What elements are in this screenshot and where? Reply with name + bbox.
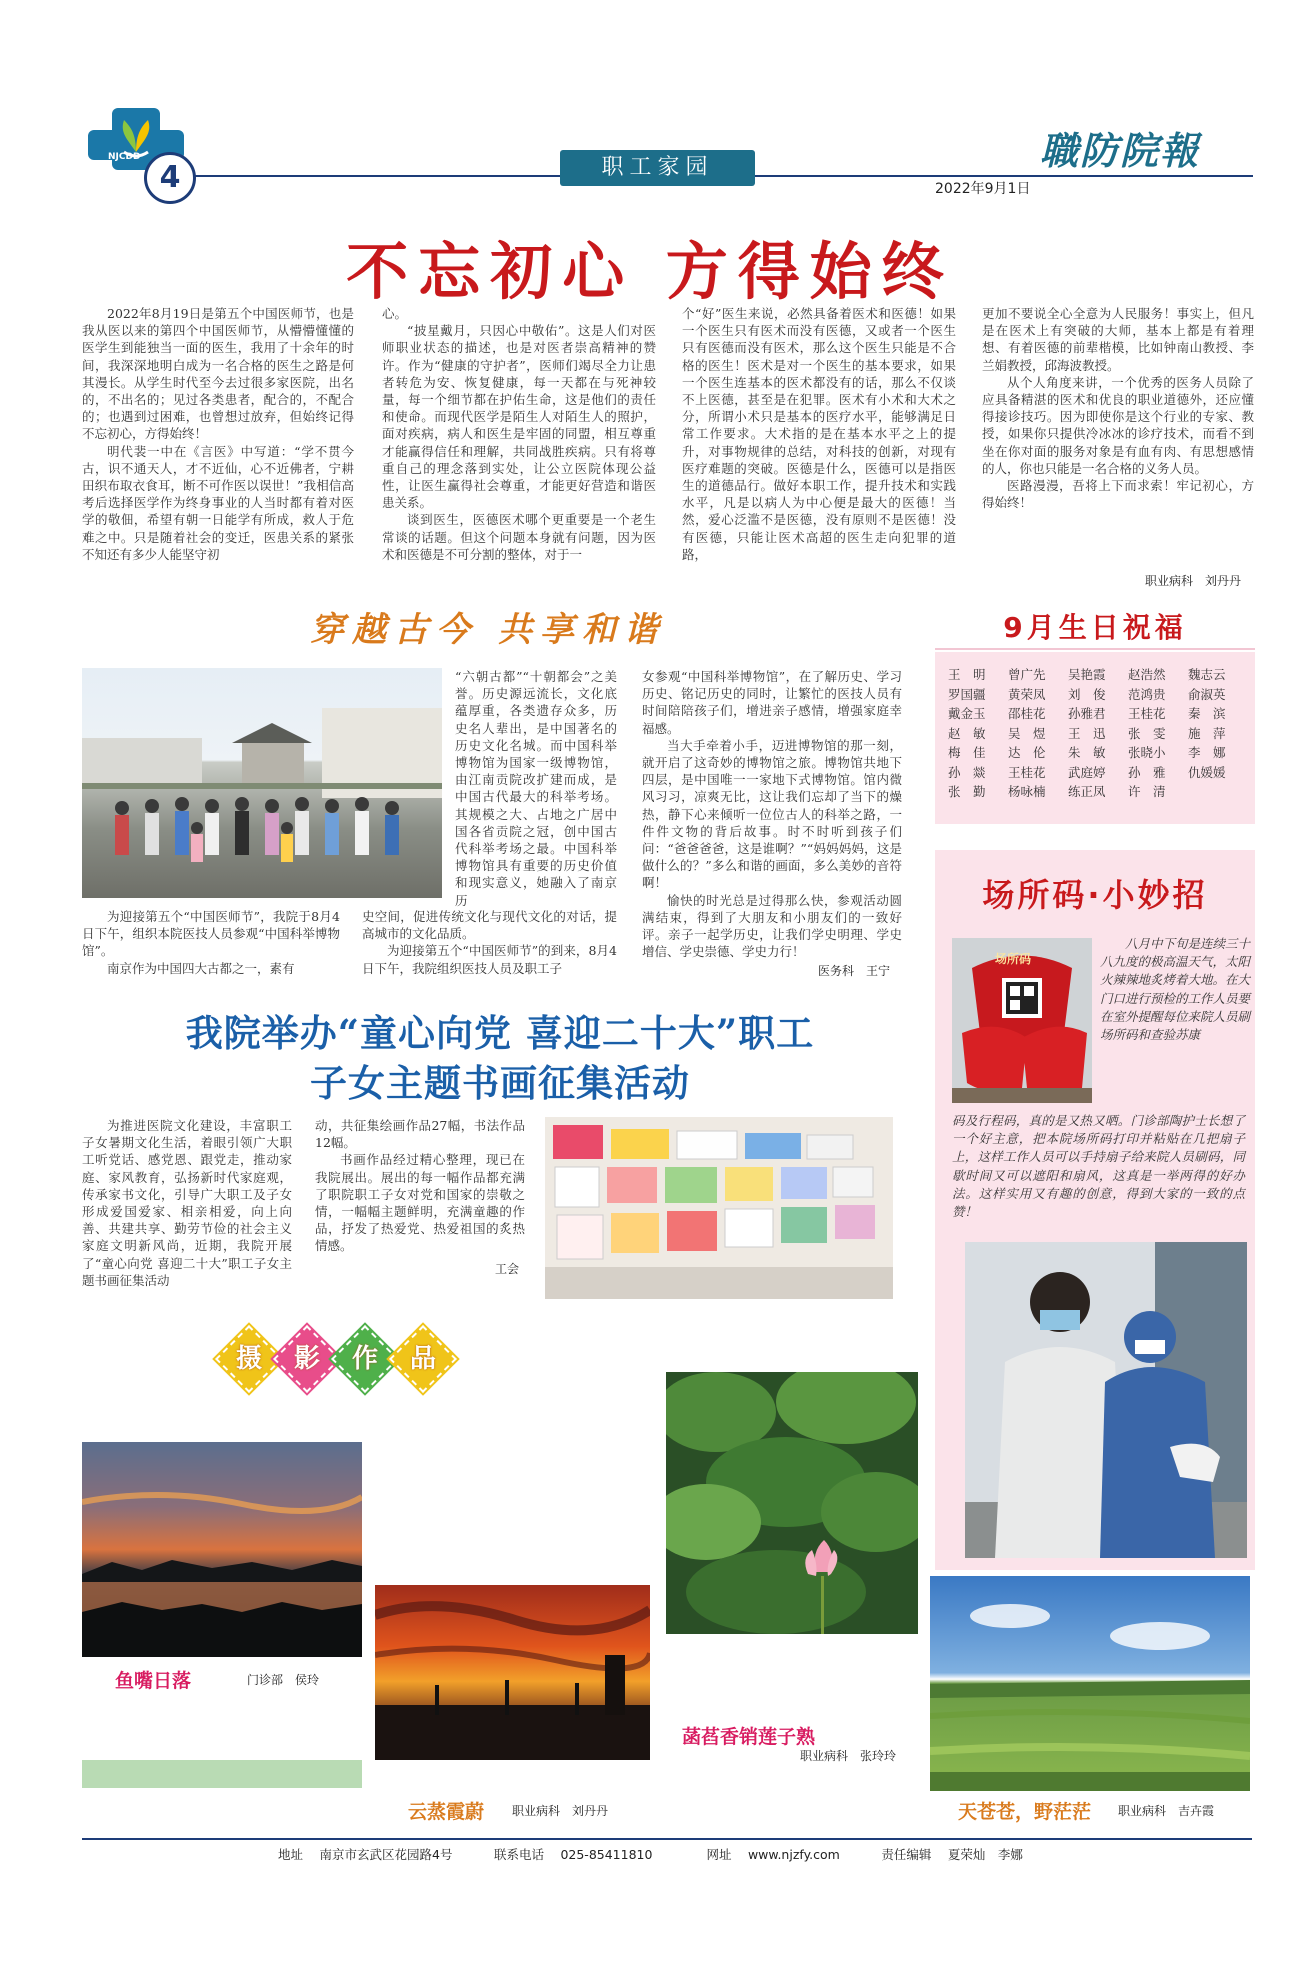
museum-headline: 穿越古今 共享和谐 xyxy=(310,610,666,650)
lead-col-3 xyxy=(682,305,956,563)
photo-1-author: 门诊部 侯玲 xyxy=(247,1673,320,1687)
birthday-name: 孙 雅 xyxy=(1128,764,1166,780)
footer-address: 南京市玄武区花园路4号 xyxy=(319,1847,453,1862)
birthday-row xyxy=(948,704,1248,724)
footer-address-label: 地址 xyxy=(278,1847,304,1862)
venue-text-below: 码及行程码，真的是又热又晒。门诊部陶护士长想了一个好主意，把本院场所码打印并粘贴在几把扇子上，这样工作人员可以手持扇子给来院人员刷码，同歇时间又可以遮阳和扇风，这真是一举两得的好办法。这样实用又有趣的创意，得到大家的一致的点赞！ xyxy=(952,1113,1245,1220)
birthday-name: 施 萍 xyxy=(1188,725,1226,741)
photo-fish-mouth-sunset xyxy=(82,1442,362,1657)
photography-banner xyxy=(215,1327,465,1391)
birthday-name: 范鸿贵 xyxy=(1128,686,1166,702)
birthday-name: 王 迅 xyxy=(1068,725,1106,741)
photo-1-title: 鱼嘴日落 xyxy=(115,1670,192,1692)
venue-text-beside: 八月中下旬是连续三十八九度的极高温天气，太阳火辣辣地炙烤着大地。在大门口进行预检的工作人员要在室外提醒每位来院人员刷场所码和查验苏康 xyxy=(1100,936,1251,1043)
paragraph: 谈到医生，医德医术哪个更重要是一个老生常谈的话题。但这个问题本身就有问题，因为医术和医德是不可分割的整体，对于一 xyxy=(382,512,656,562)
birthday-name: 邵桂花 xyxy=(1008,706,1046,721)
photo-3-author: 职业病科 张玲玲 xyxy=(800,1749,897,1763)
masthead xyxy=(0,0,1300,210)
birthday-row xyxy=(948,685,1248,705)
birthday-name: 俞淑英 xyxy=(1188,686,1226,702)
banner-char: 品 xyxy=(409,1344,436,1374)
museum-byline: 医务科 王宁 xyxy=(818,964,891,978)
lead-col-1 xyxy=(82,305,354,563)
logo-text: NJCDD xyxy=(108,152,141,162)
birthday-name: 吴艳霞 xyxy=(1068,667,1106,682)
footer-phone: 025-85411810 xyxy=(560,1847,653,1862)
museum-col-left-bottom: 南京作为中国四大古都之一，素有 xyxy=(107,961,295,976)
paragraph: 个“好”医生来说，必然具备着医术和医德！如果一个医生只有医术而没有医德，又或者一个医生只有医德而没有医术，那么这个医生只能是不合格的医生！医术是对一个医生的基本要求，如果一个医生连基本的医术都没有的话，那么不仅谈不上医德，甚至是在犯罪。医术有小术和大术之分，所谓小术只是基本的医疗水平，能够满足日常工作要求。大术指的是在基本水平之上的提升，对事物规律的总结，对科技的创新，对现有医疗难题的突破。医德是什么，医德可以是指医生的道德品行。做好本职工作，提升技术和实践水平，凡是以病人为中心便是最大的医德！当然，爱心泛滥不是医德，没有原则不是医德！没有医德，只能让医术高超的医生走向犯罪的道路， xyxy=(682,306,956,562)
paragraph: 2022年8月19日是第五个中国医师节，也是我从医以来的第四个中国医师节，从懵懵懂懂的医学生到能独当一面的医生，我用了十余年的时间，我深深地明白成为一名合格的医生之路是何其漫长。从学生时代至今去过很多家医院，出名的，不出名的；见过各类患者，配合的，不配合的；也遇到过困难，也曾想过放弃，但始终记得不忘初心，方得始终！ xyxy=(82,306,354,442)
page-number: 4 xyxy=(159,160,181,195)
footer-phone-label: 联系电话 xyxy=(493,1847,544,1862)
paragraph: 女参观“中国科举博物馆”，在了解历史、学习历史、铭记历史的同时，让繁忙的医技人员有时间陪陪孩子们，增进亲子感情，增强家庭幸福感。 xyxy=(642,669,902,736)
birthday-name: 王桂花 xyxy=(1128,706,1166,721)
venue-sign-text: 场所码 xyxy=(995,952,1032,966)
paragraph: 心。 xyxy=(382,306,408,321)
birthday-row xyxy=(948,743,1248,763)
birthday-name: 张 雯 xyxy=(1128,725,1166,741)
birthday-name: 仇媛媛 xyxy=(1188,764,1226,780)
birthday-name: 赵 敏 xyxy=(948,725,986,741)
birthday-name: 赵浩然 xyxy=(1128,667,1166,682)
birthday-name: 孙 燚 xyxy=(948,764,986,780)
issue-date: 2022年9月1日 xyxy=(935,181,1031,197)
footer-editor-label: 责任编辑 xyxy=(881,1847,932,1862)
birthday-name: 吴 煜 xyxy=(1008,725,1046,741)
birthday-row xyxy=(948,724,1248,744)
paragraph: “披星戴月，只因心中敬佑”。这是人们对医师职业状态的描述，也是对医者崇高精神的赞许。作为“健康的守护者”，医师们竭尽全力让患者转危为安、恢复健康，每一天都在与死神较量，每一个细节都在护佑生命，这是他们的责任和使命。而现代医学是陌生人对陌生人的照护，面对疾病，病人和医生是牢固的同盟，相互尊重才能赢得信任和理解，共同战胜疾病。只有将尊重自己的理念落到实处，让公立医院体现公益性，让医生赢得社会尊重，才能更好营造和谐医患关系。 xyxy=(382,323,656,511)
banner-char: 影 xyxy=(293,1344,320,1374)
banner-char: 作 xyxy=(351,1344,378,1374)
paragraph: 愉快的时光总是过得那么快，参观活动圆满结束，得到了大朋友和小朋友们的一致好评。亲子一起学历史，让我们学史明理、学史增信、学史崇德、学史力行！ xyxy=(642,892,902,960)
banner-char: 摄 xyxy=(235,1344,262,1374)
birthday-name: 达 伦 xyxy=(1008,745,1046,760)
birthday-name: 许 清 xyxy=(1128,784,1166,799)
photo-grassland xyxy=(930,1576,1250,1791)
museum-caption: 为迎接第五个“中国医师节”，我院于8月4日下午，组织本院医技人员参观“中国科举博物馆”。 xyxy=(82,909,340,959)
painting-headline-line-1: 我院举办“童心向党 喜迎二十大”职工 xyxy=(185,1011,815,1055)
museum-col-right-top: “六朝古都”“十朝都会”之美誉。历史源远流长，文化底蕴厚重，各类遗存众多，历史名人辈出，是中国著名的历史文化名城。而中国科举博物馆为国家一级博物馆，由江南贡院改扩建而成，是中国古代最大的科举考场。其规模之大、占地之广居中国各省贡院之冠，创中国古代科举考场之最。中国科举博物馆具有重要的历史价值和现实意义，她融入了南京历 xyxy=(455,669,617,908)
paper-name: 職防院報 xyxy=(1040,128,1201,173)
footer-editors: 夏荣灿 李娜 xyxy=(947,1847,1023,1862)
birthday-name: 王桂花 xyxy=(1008,764,1046,780)
birthday-row xyxy=(948,665,1248,685)
painting-exhibition-photo xyxy=(545,1117,893,1299)
birthday-name: 朱 敏 xyxy=(1068,745,1106,760)
photo-clouds-sunset xyxy=(375,1585,650,1760)
birthday-name: 刘 俊 xyxy=(1068,686,1106,702)
paragraph: 更加不要说全心全意为人民服务！事实上，但凡是在医术上有突破的大师，基本上都是有着理想、有着医德的前辈楷模，比如钟南山教授、李兰娟教授，邱海波教授。 xyxy=(982,306,1254,373)
lead-col-4 xyxy=(982,305,1254,511)
paragraph: 动，共征集绘画作品27幅，书法作品12幅。 xyxy=(315,1118,525,1151)
lead-byline: 职业病科 刘丹丹 xyxy=(1145,574,1242,588)
photo-3-title: 菡萏香销莲子熟 xyxy=(682,1726,816,1748)
venue-title: 场所码·小妙招 xyxy=(982,876,1208,914)
birthday-name: 曾广先 xyxy=(1008,667,1046,682)
birthday-name: 黄荣凤 xyxy=(1008,686,1046,702)
birthday-name: 孙雅君 xyxy=(1068,706,1106,721)
birthday-name xyxy=(1188,782,1248,802)
birthday-name: 戴金玉 xyxy=(948,706,986,721)
birthday-name: 武庭婷 xyxy=(1068,764,1106,780)
painting-byline: 工会 xyxy=(495,1262,520,1276)
birthday-row xyxy=(948,763,1248,783)
paragraph: 明代裴一中在《言医》中写道：“学不贯今古，识不通天人，才不近仙，心不近佛者，宁耕田织布取衣食耳，断不可作医以误世！”我相信高考后选择医学作为终身事业的人当时都有着对医学的敬佃，希望有朝一日能学有所成，救人于危难之中。只是随着社会的变迁，医患关系的紧张不知还有多少人能坚守初 xyxy=(82,443,354,562)
photo-lotus xyxy=(666,1372,918,1634)
photo-1-color-block xyxy=(82,1760,362,1788)
footer-rule xyxy=(82,1838,1252,1840)
paragraph: 史空间，促进传统文化与现代文化的对话，提高城市的文化品质。 xyxy=(362,909,617,942)
footer xyxy=(278,1845,1023,1863)
paragraph: 从个人角度来讲，一个优秀的医务人员除了应具备精湛的医术和优良的职业道德外，还应懂得接诊技巧。因为即使你是这个行业的专家、教授，如果你只提供冷冰冰的诊疗技术，而看不到坐在你对面的服务对象是有血有肉、有思想感情的人，你也只能是一名合格的义务人员。 xyxy=(982,374,1254,476)
section-tab: 职工家园 xyxy=(560,150,755,186)
footer-web-label: 网址 xyxy=(706,1847,732,1862)
birthday-name: 梅 佳 xyxy=(948,745,986,760)
museum-col-right xyxy=(642,668,902,960)
birthday-name-list xyxy=(948,665,1248,802)
paragraph: 书画作品经过精心整理，现已在我院展出。展出的每一幅作品都充满了职院职工子女对党和国家的崇敬之情，一幅幅主题鲜明，充满童趣的作品，抒发了热爱党、热爱祖国的炙热情感。 xyxy=(315,1152,525,1254)
footer-web: www.njzfy.com xyxy=(747,1847,840,1862)
birthday-name: 张晓小 xyxy=(1128,745,1166,760)
birthday-title: 9月生日祝福 xyxy=(1003,611,1187,644)
photo-2-author: 职业病科 刘丹丹 xyxy=(512,1804,609,1818)
birthday-name: 练正凤 xyxy=(1068,784,1106,799)
museum-col-mid-bottom xyxy=(362,908,617,977)
painting-col-1: 为推进医院文化建设，丰富职工子女暑期文化生活，着眼引领广大职工听党话、感党恩、跟党走，推动家庭、家风教育，弘扬新时代家庭观，传承家书文化，引导广大职工及子女形成爱国爱家、相亲相爱，向上向善、共建共享、勤劳节俭的社会主义家庭文明新风尚，近期，我院开展了“童心向党 喜迎二十大”职工子女主题书画征集活动 xyxy=(82,1118,292,1288)
paragraph: 当大手牵着小手，迈进博物馆的那一刻，就开启了这奇妙的博物馆之旅。博物馆共地下四层，是中国唯一一家地下式博物馆。馆内微风习习，凉爽无比，这让我们忘却了当下的燥热，静下心来倾听一位位古人的科举之路，一件件文物的背后故事。时不时听到孩子们问：“爸爸爸爸，这是谁啊？”“妈妈妈妈，这是做什么的？”多么和谐的画面，多么美妙的音符啊！ xyxy=(642,737,902,891)
painting-headline-line-2: 子女主题书画征集活动 xyxy=(310,1061,690,1105)
birthday-name: 魏志云 xyxy=(1188,667,1226,682)
birthday-row xyxy=(948,782,1248,802)
photo-4-author: 职业病科 吉卉霞 xyxy=(1118,1804,1215,1818)
photo-4-title: 天苍苍，野茫茫 xyxy=(958,1801,1092,1823)
museum-group-photo xyxy=(82,668,442,898)
painting-col-2 xyxy=(315,1117,525,1255)
birthday-name: 罗国疆 xyxy=(948,686,986,702)
birthday-name: 杨咏楠 xyxy=(1008,784,1046,799)
birthday-name: 王 明 xyxy=(948,667,986,682)
lead-headline: 不忘初心 方得始终 xyxy=(346,235,954,308)
paragraph: 为迎接第五个“中国医师节”的到来，8月4日下午，我院组织医技人员及职工子 xyxy=(362,943,617,976)
birthday-name: 秦 滨 xyxy=(1188,706,1226,721)
photo-2-title: 云蒸霞蔚 xyxy=(408,1801,485,1823)
paragraph: 医路漫漫，吾将上下而求索！牢记初心，方得始终！ xyxy=(982,478,1254,511)
birthday-name: 李 娜 xyxy=(1188,745,1226,760)
lead-col-2 xyxy=(382,305,656,563)
birthday-name: 张 勤 xyxy=(948,784,986,799)
nurse-checking-code-photo xyxy=(965,1242,1247,1558)
